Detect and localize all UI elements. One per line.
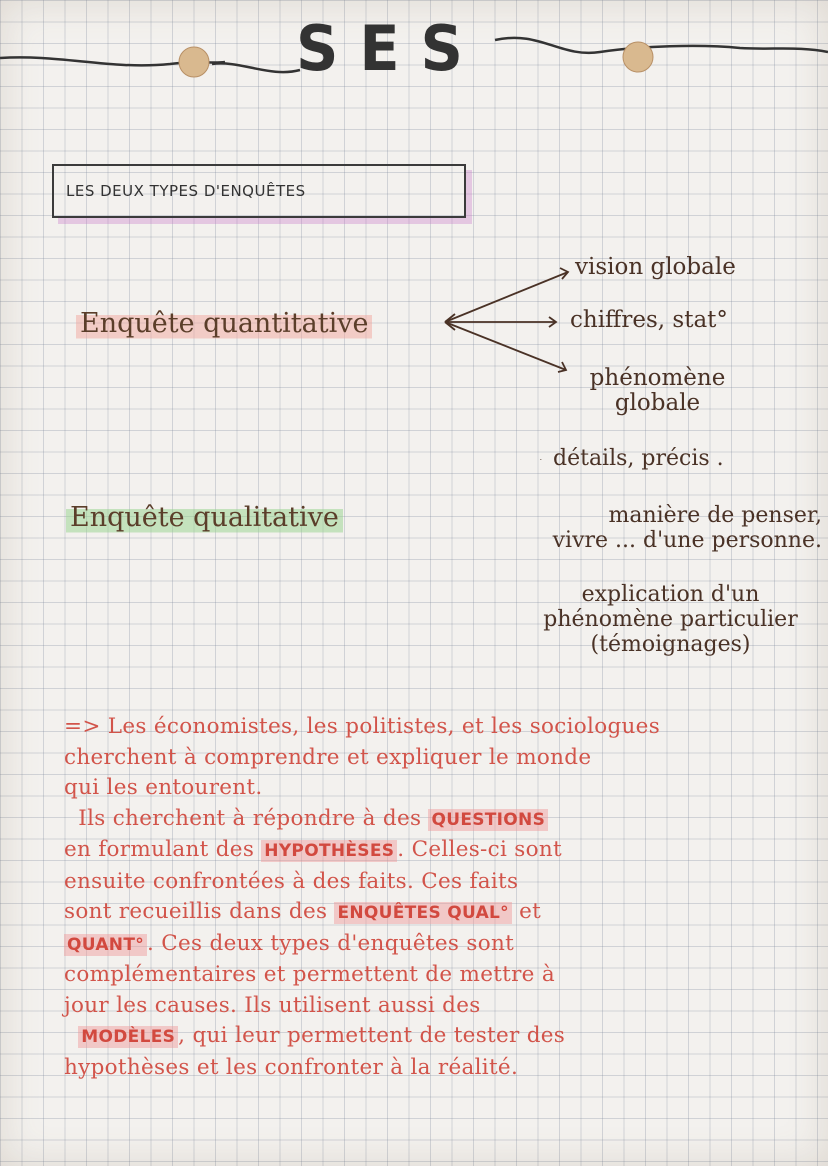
para-text-11b: , qui leur permettent de tester des (178, 1023, 566, 1048)
para-text-5b: . Celles-ci sont (397, 837, 562, 862)
keyword-enquetes: ENQUÊTES QUAL° (334, 902, 512, 924)
bead-left-icon (179, 47, 209, 77)
para-line-5 (64, 835, 814, 867)
header-wave-middle (212, 63, 300, 72)
para-text-7b: et (519, 899, 542, 924)
para-line-7 (64, 897, 814, 929)
para-line-2: cherchent à comprendre et expliquer le monde (64, 744, 592, 770)
page-title: SES (296, 12, 484, 85)
para-line-3: qui les entourent. (64, 775, 263, 800)
keyword-hypotheses: HYPOTHÈSES (261, 840, 397, 862)
para-text-7a: sont recueillis dans des (64, 899, 328, 924)
keyword-questions: QUESTIONS (428, 809, 548, 831)
quant-branch-3: phénomène globale (589, 365, 726, 416)
para-text-4a: Ils cherchent à répondre à des (78, 805, 422, 831)
para-text-8b: . Ces deux types d'enquêtes sont (147, 930, 515, 956)
para-line-12: hypothèses et les confronter à la réalité. (64, 1054, 519, 1080)
section-title-box: LES DEUX TYPES D'ENQUÊTES (52, 164, 466, 218)
summary-paragraph (64, 712, 814, 1083)
para-line-6: ensuite confrontées à des faits. Ces faits (64, 868, 519, 894)
para-line-9: complémentaires et permettent de mettre à (64, 962, 555, 987)
qual-branch-3: explication d'un phénomène particulier (témoignages) (543, 582, 798, 657)
quant-branch-2: chiffres, stat° (570, 307, 728, 333)
keyword-quant: QUANT° (64, 934, 147, 956)
header-wave-right (495, 38, 828, 53)
bead-right-icon (623, 42, 653, 72)
para-line-10: jour les causes. Ils utilisent aussi des (64, 992, 481, 1018)
quantitative-label: Enquête quantitative (76, 306, 372, 342)
arrow-quant-3 (445, 322, 566, 370)
para-text-5a: en formulant des (64, 837, 255, 862)
para-line-8 (64, 929, 814, 961)
keyword-modeles: MODÈLES (78, 1026, 178, 1048)
para-line-4 (64, 804, 814, 836)
quant-branch-1: vision globale (575, 254, 736, 280)
para-line-11 (64, 1021, 814, 1053)
para-line-1: => Les économistes, les politistes, et les sociologues (64, 714, 661, 739)
qual-branch-2: manière de penser, vivre ... d'une personne. (552, 503, 822, 553)
qualitative-label: Enquête qualitative (66, 500, 343, 536)
qual-branch-1: détails, précis . (553, 446, 724, 471)
quantitative-arrows (445, 268, 568, 372)
arrow-quant-1 (445, 272, 568, 322)
